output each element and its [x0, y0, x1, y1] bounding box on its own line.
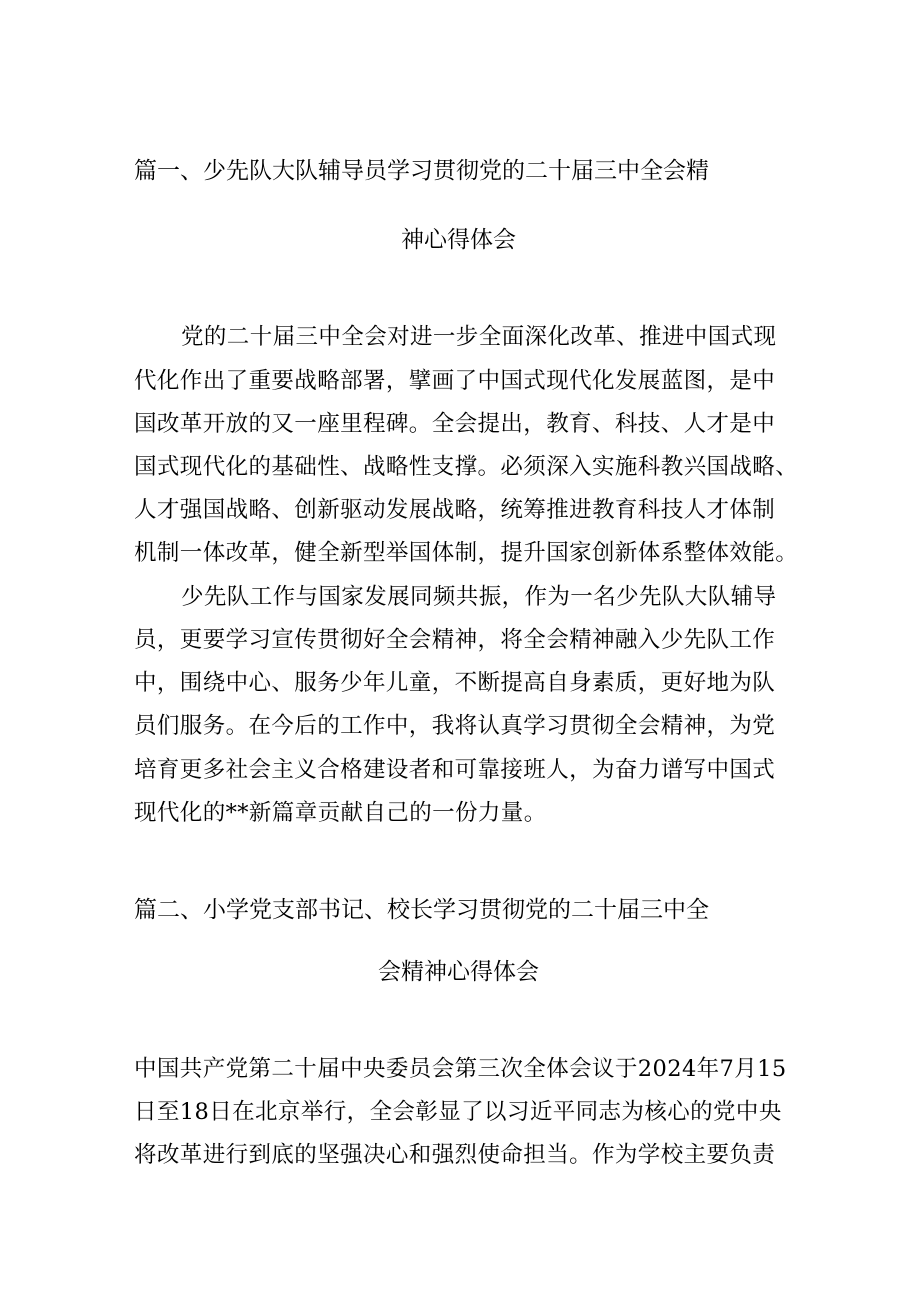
section-1-paragraph-1-line-6: 机制一体改革，健全新型举国体制，提升国家创新体系整体效能。 [134, 540, 799, 566]
section-1-paragraph-2-line-1: 少先队工作与国家发展同频共振，作为一名少先队大队辅导 [181, 584, 777, 610]
section-1-paragraph-1-line-3: 国改革开放的又一座里程碑。全会提出，教育、科技、人才是中 [134, 411, 776, 437]
section-1-paragraph-2-line-5: 培育更多社会主义合格建设者和可靠接班人，为奋力谱写中国式 [134, 757, 776, 783]
section-1-paragraph-1-line-4: 国式现代化的基础性、战略性支撑。必须深入实施科教兴国战略、 [134, 454, 799, 480]
section-1-paragraph-2-line-2: 员，更要学习宣传贯彻好全会精神，将全会精神融入少先队工作 [134, 627, 776, 653]
section-1-paragraph-1-line-5: 人才强国战略、创新驱动发展战略，统筹推进教育科技人才体制 [134, 497, 776, 523]
section-1-title-line-1: 篇一、少先队大队辅导员学习贯彻党的二十届三中全会精 [134, 158, 709, 184]
section-1-paragraph-1-line-1: 党的二十届三中全会对进一步全面深化改革、推进中国式现 [181, 324, 777, 350]
section-1-paragraph-2-line-3: 中，围绕中心、服务少年儿童，不断提高自身素质，更好地为队 [134, 670, 776, 696]
section-1-paragraph-1-line-2: 代化作出了重要战略部署，擘画了中国式现代化发展蓝图，是中 [134, 368, 776, 394]
section-1-paragraph-2-line-4: 员们服务。在今后的工作中，我将认真学习贯彻全会精神，为党 [134, 713, 776, 739]
section-2-paragraph-1-line-2: 日至18日在北京举行，全会彰显了以习近平同志为核心的党中央 [134, 1099, 782, 1125]
section-1-title-line-2: 神心得体会 [401, 227, 516, 253]
section-2-title-line-1: 篇二、小学党支部书记、校长学习贯彻党的二十届三中全 [134, 897, 709, 923]
section-2-title-line-2: 会精神心得体会 [378, 959, 539, 985]
section-2-paragraph-1-line-1: 中国共产党第二十届中央委员会第三次全体会议于2024年7月15 [134, 1056, 787, 1082]
section-1-paragraph-2-line-6: 现代化的**新篇章贡献自己的一份力量。 [134, 800, 547, 826]
section-2-paragraph-1-line-3: 将改革进行到底的坚强决心和强烈使命担当。作为学校主要负责 [134, 1142, 776, 1168]
